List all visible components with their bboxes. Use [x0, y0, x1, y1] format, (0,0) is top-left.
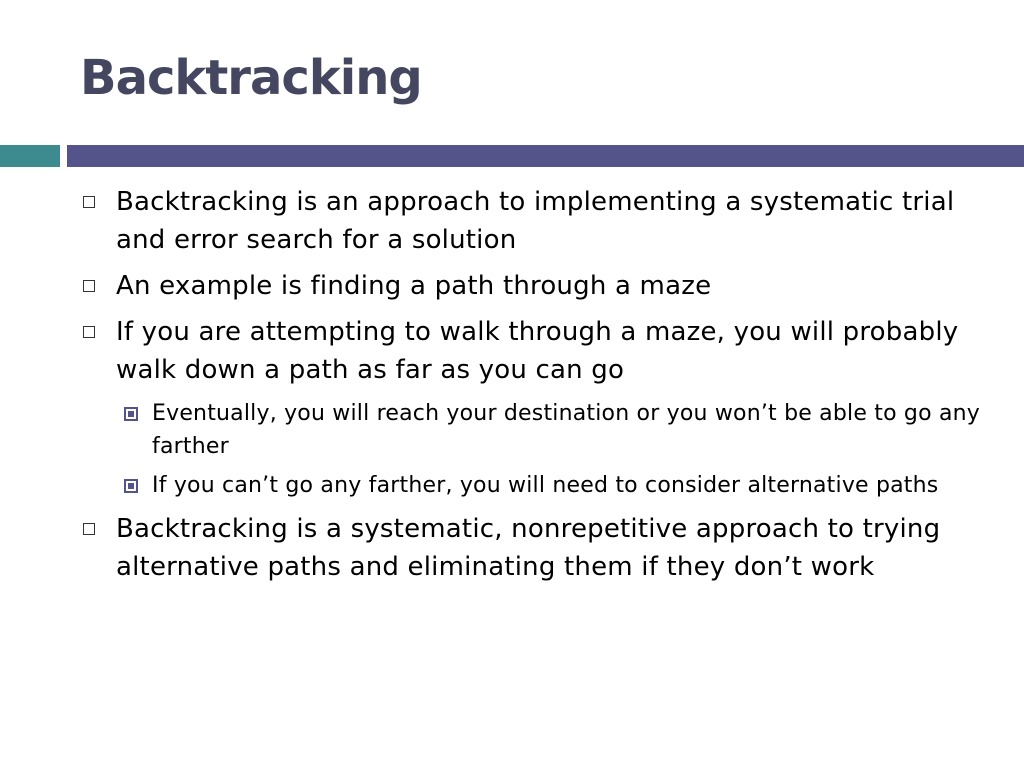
- bullet-text: Backtracking is a systematic, nonrepetitive approach to trying alternative paths and eliminating them if they don’t work: [116, 514, 941, 582]
- bullet-item: [80, 183, 980, 259]
- slide-title: Backtracking: [80, 50, 422, 106]
- title-rule-teal: [0, 145, 60, 167]
- bullet-item: [80, 313, 980, 502]
- slide-body: [80, 183, 980, 594]
- bullet-text: An example is finding a path through a maze: [116, 271, 712, 301]
- sub-bullet-item: [116, 397, 980, 463]
- bullet-item: [80, 267, 980, 305]
- bullet-text: Backtracking is an approach to implementing a systematic trial and error search for a solution: [116, 187, 955, 255]
- sub-bullet-text: Eventually, you will reach your destination or you won’t be able to go any farther: [152, 401, 980, 459]
- bullet-item: [80, 510, 980, 586]
- bullet-text: If you are attempting to walk through a maze, you will probably walk down a path as far as you can go: [116, 317, 959, 385]
- hollow-square-bullet-icon: [83, 326, 95, 338]
- sub-bullet-list: [116, 397, 980, 502]
- hollow-square-bullet-icon: [83, 280, 95, 292]
- filled-square-bullet-icon: [124, 407, 138, 421]
- title-rule-purple: [67, 145, 1024, 167]
- sub-bullet-text: If you can’t go any farther, you will need to consider alternative paths: [152, 473, 939, 498]
- hollow-square-bullet-icon: [83, 196, 95, 208]
- hollow-square-bullet-icon: [83, 523, 95, 535]
- filled-square-bullet-icon: [124, 479, 138, 493]
- bullet-list: [80, 183, 980, 586]
- sub-bullet-item: [116, 469, 980, 502]
